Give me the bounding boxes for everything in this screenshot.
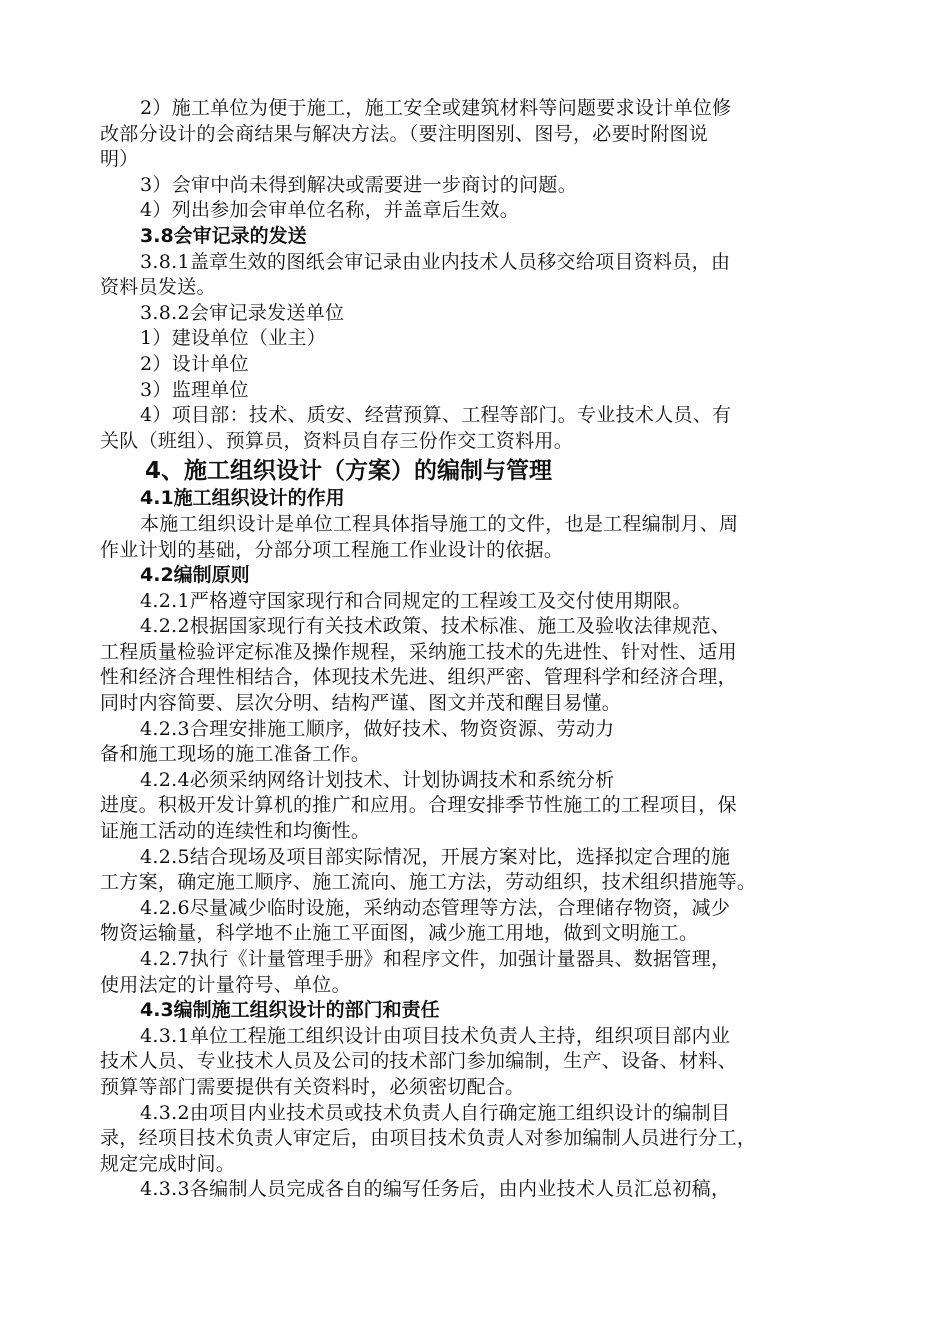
paragraph-line: 规定完成时间。 <box>100 1152 236 1175</box>
paragraph-line: 预算等部门需要提供有关资料时，必须密切配合。 <box>100 1075 525 1098</box>
paragraph-line: 4.2.2根据国家现行有关技术政策、技术标准、施工及验收法律规范、 <box>140 615 731 638</box>
paragraph-line: 4.3.3各编制人员完成各自的编写任务后，由内业技术人员汇总初稿， <box>140 1178 731 1201</box>
paragraph-line: 4.2.4必须采纳网络计划技术、计划协调技术和系统分析 <box>140 768 615 791</box>
paragraph-line: 4.2.1严格遵守国家现行和合同规定的工程竣工及交付使用期限。 <box>140 589 692 612</box>
paragraph-line: 资料员发送。 <box>100 276 216 299</box>
paragraph-line: 改部分设计的会商结果与解决方法。（要注明图别、图号，必要时附图说 <box>100 122 709 145</box>
paragraph-line: 备和施工现场的施工准备工作。 <box>100 743 371 766</box>
paragraph-line: 3）监理单位 <box>140 378 249 401</box>
paragraph-line: 2）施工单位为便于施工，施工安全或建筑材料等问题要求设计单位修 <box>140 97 732 119</box>
paragraph-line: 2）设计单位 <box>140 352 249 375</box>
paragraph-line: 4.2.6尽量减少临时设施，采纳动态管理等方法，合理储存物资，减少 <box>140 896 731 919</box>
chapter-heading-4: 4、施工组织设计（方案）的编制与管理 <box>145 458 553 485</box>
paragraph-line: 3.8.1盖章生效的图纸会审记录由业内技术人员移交给项目资料员，由 <box>140 250 731 273</box>
paragraph-line: 4）列出参加会审单位名称，并盖章后生效。 <box>140 199 520 222</box>
paragraph-line: 关队（班组）、预算员，资料员自存三份作交工资料用。 <box>100 429 574 452</box>
paragraph-line: 录，经项目技术负责人审定后，由项目技术负责人对参加编制人员进行分工， <box>100 1127 757 1150</box>
paragraph-line: 工程质量检验评定标准及操作规程，采纳施工技术的先进性、针对性、适用 <box>100 640 737 663</box>
paragraph-line: 进度。积极开发计算机的推广和应用。合理安排季节性施工的工程项目，保 <box>100 794 737 817</box>
paragraph-line: 性和经济合理性相结合，体现技术先进、组织严密、管理科学和经济合理， <box>100 666 737 689</box>
document-page <box>100 96 852 1203</box>
paragraph-line: 同时内容简要、层次分明、结构严谨、图文并茂和醒目易懂。 <box>100 692 622 715</box>
paragraph-line: 工方案，确定施工顺序、施工流向、施工方法，劳动组织，技术组织措施等。 <box>100 871 757 894</box>
paragraph-line: 4.2.5结合现场及项目部实际情况，开展方案对比，选择拟定合理的施 <box>140 845 731 868</box>
section-heading-3-8: 3.8会审记录的发送 <box>140 224 307 247</box>
section-heading-4-1: 4.1施工组织设计的作用 <box>140 487 345 510</box>
paragraph-line: 技术人员、专业技术人员及公司的技术部门参加编制，生产、设备、材料、 <box>100 1050 737 1073</box>
paragraph-line: 4.2.3合理安排施工顺序，做好技术、物资资源、劳动力 <box>140 717 615 740</box>
paragraph-line: 3）会审中尚未得到解决或需要进一步商讨的问题。 <box>140 173 577 196</box>
paragraph-line: 明） <box>100 148 139 171</box>
paragraph-line: 4.3.1单位工程施工组织设计由项目技术负责人主持，组织项目部内业 <box>140 1024 731 1047</box>
paragraph-line: 4）项目部：技术、质安、经营预算、工程等部门。专业技术人员、有 <box>140 404 732 427</box>
paragraph-line: 3.8.2会审记录发送单位 <box>140 301 345 324</box>
paragraph-line: 使用法定的计量符号、单位。 <box>100 973 351 996</box>
section-heading-4-2: 4.2编制原则 <box>140 564 250 587</box>
paragraph-line: 本施工组织设计是单位工程具体指导施工的文件，也是工程编制月、周 <box>140 512 739 535</box>
section-heading-4-3: 4.3编制施工组织设计的部门和责任 <box>140 999 440 1022</box>
paragraph-line: 4.2.7执行《计量管理手册》和程序文件，加强计量器具、数据管理， <box>140 948 731 970</box>
paragraph-line: 4.3.2由项目内业技术员或技术负责人自行确定施工组织设计的编制目 <box>140 1101 731 1124</box>
paragraph-line: 作业计划的基础，分部分项工程施工作业设计的依据。 <box>100 538 564 561</box>
paragraph-line: 物资运输量，科学地不止施工平面图，减少施工用地，做到文明施工。 <box>100 922 699 945</box>
paragraph-line: 证施工活动的连续性和均衡性。 <box>100 820 371 843</box>
paragraph-line: 1）建设单位（业主） <box>140 327 327 350</box>
